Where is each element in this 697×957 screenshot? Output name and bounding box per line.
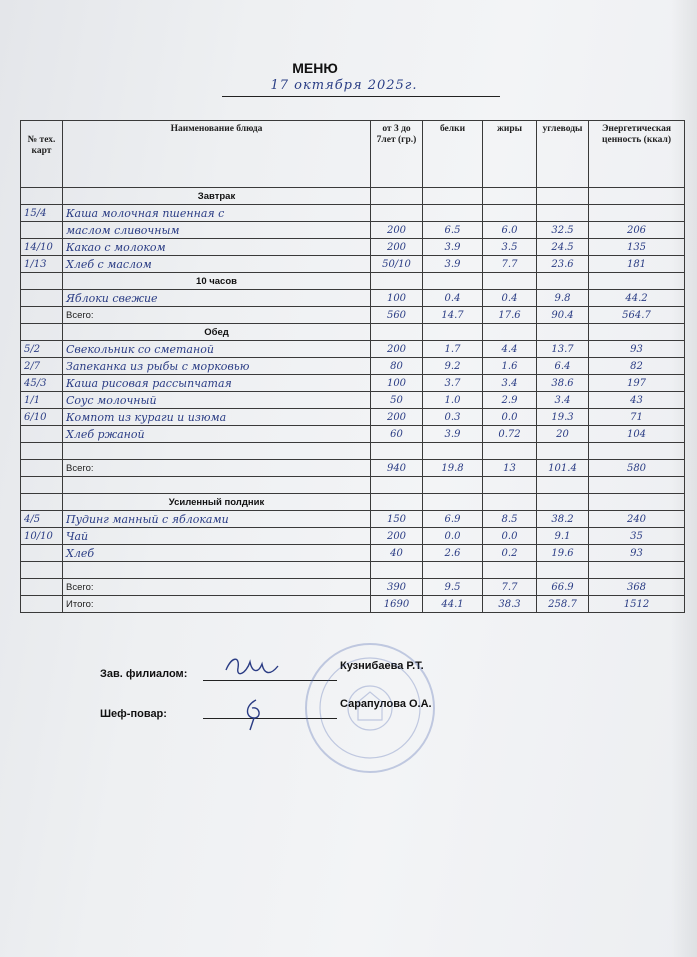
dish-name: Хлеб <box>63 545 371 562</box>
protein-value: 3.9 <box>423 426 483 443</box>
energy-value: 43 <box>589 392 685 409</box>
header-carbs: углеводы <box>537 121 589 188</box>
total-label: Всего: <box>63 460 371 477</box>
tech-card-number: 2/7 <box>21 358 63 375</box>
section-total-row <box>21 579 685 596</box>
header-protein: белки <box>423 121 483 188</box>
branch-head-label: Зав. филиалом: <box>100 668 188 680</box>
fat-value: 2.9 <box>483 392 537 409</box>
blank-cell <box>63 562 371 579</box>
section-title: Усиленный полдник <box>63 494 371 511</box>
blank-cell <box>63 477 371 494</box>
grand-total-carbs: 258.7 <box>537 596 589 613</box>
portion-grams: 50/10 <box>371 256 423 273</box>
menu-table <box>20 120 685 613</box>
energy-value: 104 <box>589 426 685 443</box>
branch-head-signature <box>222 652 282 682</box>
energy-value: 240 <box>589 511 685 528</box>
menu-table-body <box>21 188 685 613</box>
header-name: Наименование блюда <box>63 121 371 188</box>
tech-card-number: 5/2 <box>21 341 63 358</box>
portion-grams <box>371 205 423 222</box>
section-empty-cell <box>371 494 423 511</box>
carbs-value: 6.4 <box>537 358 589 375</box>
grand-total-portion: 1690 <box>371 596 423 613</box>
carbs-value: 23.6 <box>537 256 589 273</box>
blank-cell <box>483 562 537 579</box>
blank-cell <box>537 477 589 494</box>
dish-name: Каша рисовая рассыпчатая <box>63 375 371 392</box>
blank-row <box>21 443 685 460</box>
total-fat: 17.6 <box>483 307 537 324</box>
section-total-row <box>21 307 685 324</box>
tech-card-number: 15/4 <box>21 205 63 222</box>
fat-value: 3.4 <box>483 375 537 392</box>
protein-value: 3.7 <box>423 375 483 392</box>
fat-value: 0.4 <box>483 290 537 307</box>
dish-name: маслом сливочным <box>63 222 371 239</box>
tech-card-number: 45/3 <box>21 375 63 392</box>
table-row <box>21 222 685 239</box>
header-code: № тех. карт <box>21 121 63 188</box>
section-empty-cell <box>423 273 483 290</box>
protein-value: 0.3 <box>423 409 483 426</box>
dish-name: Пудинг манный с яблоками <box>63 511 371 528</box>
table-row <box>21 426 685 443</box>
total-fat: 13 <box>483 460 537 477</box>
total-energy: 368 <box>589 579 685 596</box>
date-underline <box>222 96 500 97</box>
portion-grams: 60 <box>371 426 423 443</box>
dish-name: Соус молочный <box>63 392 371 409</box>
carbs-value: 9.8 <box>537 290 589 307</box>
total-carbs: 66.9 <box>537 579 589 596</box>
blank-cell <box>483 477 537 494</box>
table-row <box>21 290 685 307</box>
section-empty-cell <box>483 273 537 290</box>
carbs-value: 9.1 <box>537 528 589 545</box>
chef-label: Шеф-повар: <box>100 708 167 720</box>
portion-grams: 200 <box>371 222 423 239</box>
table-row <box>21 239 685 256</box>
grand-total-label: Итого: <box>63 596 371 613</box>
energy-value: 206 <box>589 222 685 239</box>
section-header-row <box>21 494 685 511</box>
portion-grams: 40 <box>371 545 423 562</box>
energy-value: 181 <box>589 256 685 273</box>
portion-grams: 200 <box>371 239 423 256</box>
blank-cell <box>21 562 63 579</box>
table-row <box>21 511 685 528</box>
total-protein: 14.7 <box>423 307 483 324</box>
table-row <box>21 358 685 375</box>
tech-card-number: 14/10 <box>21 239 63 256</box>
carbs-value: 3.4 <box>537 392 589 409</box>
blank-cell <box>537 562 589 579</box>
dish-name: Запеканка из рыбы с морковью <box>63 358 371 375</box>
dish-name: Компот из кураги и изюма <box>63 409 371 426</box>
energy-value: 82 <box>589 358 685 375</box>
energy-value: 197 <box>589 375 685 392</box>
carbs-value: 24.5 <box>537 239 589 256</box>
energy-value: 44.2 <box>589 290 685 307</box>
tech-card-number: 6/10 <box>21 409 63 426</box>
blank-cell <box>423 443 483 460</box>
carbs-value: 38.2 <box>537 511 589 528</box>
table-row <box>21 545 685 562</box>
energy-value: 93 <box>589 545 685 562</box>
portion-grams: 200 <box>371 341 423 358</box>
portion-grams: 50 <box>371 392 423 409</box>
blank-cell <box>371 562 423 579</box>
total-energy: 564.7 <box>589 307 685 324</box>
fat-value: 4.4 <box>483 341 537 358</box>
blank-row <box>21 477 685 494</box>
section-code-cell <box>21 273 63 290</box>
tech-card-number <box>21 545 63 562</box>
blank-cell <box>371 443 423 460</box>
blank-cell <box>589 562 685 579</box>
blank-cell <box>589 443 685 460</box>
portion-grams: 100 <box>371 375 423 392</box>
dish-name: Хлеб ржаной <box>63 426 371 443</box>
section-empty-cell <box>423 324 483 341</box>
section-empty-cell <box>423 494 483 511</box>
portion-grams: 150 <box>371 511 423 528</box>
total-code-cell <box>21 579 63 596</box>
portion-grams: 100 <box>371 290 423 307</box>
protein-value <box>423 205 483 222</box>
section-header-row <box>21 273 685 290</box>
page-title: МЕНЮ <box>292 60 338 76</box>
section-empty-cell <box>423 188 483 205</box>
energy-value <box>589 205 685 222</box>
carbs-value: 32.5 <box>537 222 589 239</box>
section-code-cell <box>21 494 63 511</box>
table-header-row <box>21 121 685 188</box>
chef-name: Сарапулова О.А. <box>340 698 432 710</box>
protein-value: 3.9 <box>423 256 483 273</box>
protein-value: 0.4 <box>423 290 483 307</box>
protein-value: 9.2 <box>423 358 483 375</box>
blank-cell <box>589 477 685 494</box>
carbs-value: 19.6 <box>537 545 589 562</box>
fat-value: 0.2 <box>483 545 537 562</box>
fat-value: 7.7 <box>483 256 537 273</box>
energy-value: 135 <box>589 239 685 256</box>
tech-card-number: 4/5 <box>21 511 63 528</box>
blank-cell <box>21 477 63 494</box>
section-empty-cell <box>589 324 685 341</box>
grand-total-code-cell <box>21 596 63 613</box>
section-empty-cell <box>483 188 537 205</box>
section-empty-cell <box>537 494 589 511</box>
section-title: Обед <box>63 324 371 341</box>
protein-value: 0.0 <box>423 528 483 545</box>
section-empty-cell <box>483 324 537 341</box>
fat-value: 6.0 <box>483 222 537 239</box>
carbs-value: 13.7 <box>537 341 589 358</box>
section-empty-cell <box>483 494 537 511</box>
fat-value: 0.0 <box>483 528 537 545</box>
protein-value: 1.7 <box>423 341 483 358</box>
tech-card-number <box>21 290 63 307</box>
section-empty-cell <box>371 188 423 205</box>
carbs-value: 38.6 <box>537 375 589 392</box>
blank-cell <box>483 443 537 460</box>
blank-cell <box>21 443 63 460</box>
section-empty-cell <box>371 324 423 341</box>
table-row <box>21 392 685 409</box>
fat-value: 1.6 <box>483 358 537 375</box>
header-portion: от 3 до 7лет (гр.) <box>371 121 423 188</box>
total-label: Всего: <box>63 307 371 324</box>
table-row <box>21 341 685 358</box>
table-row <box>21 409 685 426</box>
dish-name: Свекольник со сметаной <box>63 341 371 358</box>
energy-value: 35 <box>589 528 685 545</box>
tech-card-number: 1/13 <box>21 256 63 273</box>
total-protein: 19.8 <box>423 460 483 477</box>
blank-cell <box>537 443 589 460</box>
protein-value: 1.0 <box>423 392 483 409</box>
blank-cell <box>371 477 423 494</box>
carbs-value: 19.3 <box>537 409 589 426</box>
chef-signature <box>236 696 276 732</box>
dish-name: Яблоки свежие <box>63 290 371 307</box>
header-energy: Энергетическая ценность (ккал) <box>589 121 685 188</box>
section-title: Завтрак <box>63 188 371 205</box>
table-row <box>21 375 685 392</box>
section-empty-cell <box>589 273 685 290</box>
header-fat: жиры <box>483 121 537 188</box>
tech-card-number <box>21 222 63 239</box>
section-header-row <box>21 324 685 341</box>
table-row <box>21 256 685 273</box>
grand-total-row <box>21 596 685 613</box>
blank-row <box>21 562 685 579</box>
portion-grams: 80 <box>371 358 423 375</box>
section-title: 10 часов <box>63 273 371 290</box>
grand-total-energy: 1512 <box>589 596 685 613</box>
total-portion: 390 <box>371 579 423 596</box>
total-label: Всего: <box>63 579 371 596</box>
total-code-cell <box>21 460 63 477</box>
protein-value: 2.6 <box>423 545 483 562</box>
dish-name: Хлеб с маслом <box>63 256 371 273</box>
carbs-value: 20 <box>537 426 589 443</box>
section-code-cell <box>21 324 63 341</box>
dish-name: Чай <box>63 528 371 545</box>
fat-value <box>483 205 537 222</box>
section-total-row <box>21 460 685 477</box>
round-seal-stamp <box>302 640 438 776</box>
total-code-cell <box>21 307 63 324</box>
total-portion: 940 <box>371 460 423 477</box>
fat-value: 0.0 <box>483 409 537 426</box>
fat-value: 0.72 <box>483 426 537 443</box>
section-empty-cell <box>537 324 589 341</box>
tech-card-number: 1/1 <box>21 392 63 409</box>
tech-card-number <box>21 426 63 443</box>
total-energy: 580 <box>589 460 685 477</box>
total-protein: 9.5 <box>423 579 483 596</box>
protein-value: 6.5 <box>423 222 483 239</box>
section-code-cell <box>21 188 63 205</box>
protein-value: 3.9 <box>423 239 483 256</box>
menu-date: 17 октября 2025г. <box>270 78 418 93</box>
dish-name: Какао с молоком <box>63 239 371 256</box>
table-row <box>21 528 685 545</box>
section-empty-cell <box>537 188 589 205</box>
grand-total-protein: 44.1 <box>423 596 483 613</box>
section-empty-cell <box>537 273 589 290</box>
total-fat: 7.7 <box>483 579 537 596</box>
total-carbs: 90.4 <box>537 307 589 324</box>
tech-card-number: 10/10 <box>21 528 63 545</box>
blank-cell <box>423 477 483 494</box>
energy-value: 71 <box>589 409 685 426</box>
grand-total-fat: 38.3 <box>483 596 537 613</box>
section-empty-cell <box>589 494 685 511</box>
table-row <box>21 205 685 222</box>
section-header-row <box>21 188 685 205</box>
blank-cell <box>63 443 371 460</box>
dish-name: Каша молочная пшенная с <box>63 205 371 222</box>
blank-cell <box>423 562 483 579</box>
energy-value: 93 <box>589 341 685 358</box>
protein-value: 6.9 <box>423 511 483 528</box>
section-empty-cell <box>589 188 685 205</box>
fat-value: 3.5 <box>483 239 537 256</box>
total-carbs: 101.4 <box>537 460 589 477</box>
section-empty-cell <box>371 273 423 290</box>
portion-grams: 200 <box>371 528 423 545</box>
fat-value: 8.5 <box>483 511 537 528</box>
portion-grams: 200 <box>371 409 423 426</box>
total-portion: 560 <box>371 307 423 324</box>
branch-head-name: Кузнибаева Р.Т. <box>340 660 424 672</box>
carbs-value <box>537 205 589 222</box>
